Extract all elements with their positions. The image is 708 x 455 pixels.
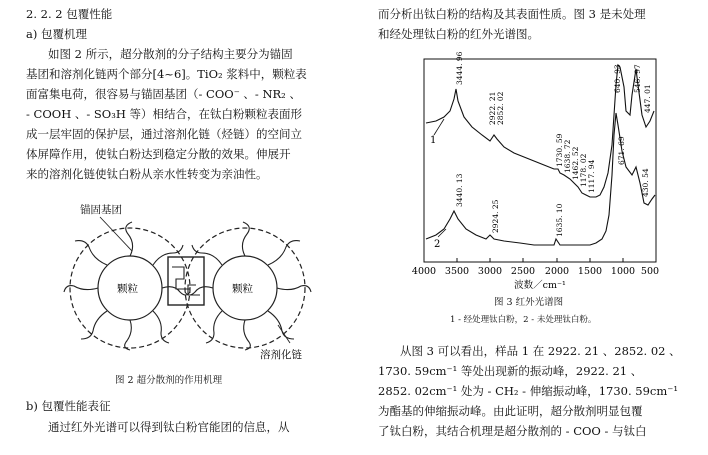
fig3-peak1-1178: 1178. 02 <box>579 153 588 187</box>
fig2-diagram <box>60 195 360 365</box>
fig3-xtick-2500: 2500 <box>510 266 536 277</box>
fig2-label-chain: 溶剂化链 <box>260 349 302 361</box>
fig2-anchor-group-shape <box>172 267 190 289</box>
fig3-peak1-1638: 1638. 72 <box>563 139 572 173</box>
fig3-peak2-3440: 3440. 13 <box>455 173 464 207</box>
fig3-subcaption: 1 - 经处理钛白粉，2 - 未处理钛白粉。 <box>450 315 597 325</box>
right-para-line-3: 为酯基的伸缩振动峰。由此证明，超分散剂明显包覆 <box>378 404 643 418</box>
para2-line-0: 通过红外光谱可以得到钛白粉官能团的信息，从 <box>48 420 290 434</box>
fig2-label-particle-right: 颗粒 <box>232 283 253 295</box>
fig3-peak2-430: 430. 54 <box>641 168 650 197</box>
fig3-peak-labels-2 <box>455 136 650 237</box>
para1-line-3: - COOH 、- SO₃H 等）相结合，在钛白粉颗粒表面形 <box>26 107 303 121</box>
section-heading: 2. 2. 2 包覆性能 <box>26 7 113 21</box>
para1-line-0: 如图 2 所示，超分散剂的分子结构主要分为锚固 <box>48 47 293 61</box>
fig3-peak1-1730: 1730. 59 <box>555 133 564 167</box>
fig3-peak2-2924: 2924. 25 <box>491 199 500 233</box>
fig3-xtick-500: 500 <box>640 266 660 277</box>
fig3-peak1-640: 640. 93 <box>613 64 622 93</box>
fig3-xtick-marks <box>424 258 656 262</box>
para1-line-1: 基团和溶剂化链两个部分[4~6]。TiO₂ 浆料中，颗粒表 <box>26 67 307 81</box>
fig3-xtick-3000: 3000 <box>477 266 503 277</box>
fig3-peak1-447: 447. 01 <box>643 84 652 113</box>
right-para-line-0: 从图 3 可以看出，样品 1 在 2922. 21 、2852. 02 、 <box>400 344 681 358</box>
fig3-peak1-1117: 1117. 94 <box>587 159 596 193</box>
right-para-line-4: 了钛白粉，其结合机理是超分散剂的 - COO - 与钛白 <box>378 424 647 438</box>
right-top-line-0: 而分析出钛白粉的结构及其表面性质。图 3 是未处理 <box>378 7 646 21</box>
fig3-peak1-2922: 2922. 21 <box>488 91 497 125</box>
fig2-label-particle-left: 颗粒 <box>117 283 138 295</box>
fig3-peak2-671: 671. 69 <box>617 136 626 165</box>
fig3-ir-spectrum <box>374 51 708 295</box>
fig3-peak1-2852: 2852. 02 <box>496 91 505 125</box>
fig2-label-anchor: 锚固基团 <box>80 204 122 216</box>
fig3-xtick-1000: 1000 <box>610 266 636 277</box>
right-para-line-1: 1730. 59cm⁻¹ 等处出现新的振动峰，2922. 21 、 <box>378 364 643 378</box>
fig3-xlabel: 波数／cm⁻¹ <box>514 280 566 291</box>
fig3-caption: 图 3 红外光谱图 <box>494 297 564 308</box>
para1-line-6: 来的溶剂化链使钛白粉从亲水性转变为亲油性。 <box>26 167 268 181</box>
fig3-peak-labels-1 <box>455 51 652 193</box>
para1-line-2: 面富集电荷，很容易与锚固基团（- COO⁻ 、- NR₂ 、 <box>26 87 301 101</box>
right-para-line-2: 2852. 02cm⁻¹ 处为 - CH₂ - 伸缩振动峰，1730. 59cm⁻¹ <box>378 384 678 398</box>
fig2-caption: 图 2 超分散剂的作用机理 <box>115 375 223 386</box>
para1-line-4: 成一层牢固的保护层，通过溶剂化链（烃链）的空间立 <box>26 127 302 141</box>
fig3-xtick-4000: 4000 <box>411 266 437 277</box>
fig3-xtick-1500: 1500 <box>577 266 603 277</box>
subheading-b: b) 包覆性能表征 <box>26 399 111 413</box>
fig3-peak1-3444: 3444. 96 <box>455 51 464 85</box>
fig2-chain-leader <box>278 325 290 343</box>
fig3-xtick-3500: 3500 <box>444 266 470 277</box>
subheading-a: a) 包覆机理 <box>26 27 87 41</box>
fig3-peak1-546: 546. 97 <box>633 64 642 93</box>
fig3-xtick-labels <box>412 266 659 277</box>
fig3-xtick-2000: 2000 <box>544 266 570 277</box>
right-top-line-1: 和经处理钛白粉的红外光谱图。 <box>378 27 539 41</box>
fig3-peak1-1462: 1462. 52 <box>571 146 580 180</box>
para1-line-5: 体屏障作用，使钛白粉达到稳定分散的效果。伸展开 <box>26 147 291 161</box>
fig3-peak2-1635: 1635. 10 <box>555 203 564 237</box>
fig3-curve2-label: 2 <box>434 239 441 250</box>
fig3-curve1-label: 1 <box>430 135 437 146</box>
